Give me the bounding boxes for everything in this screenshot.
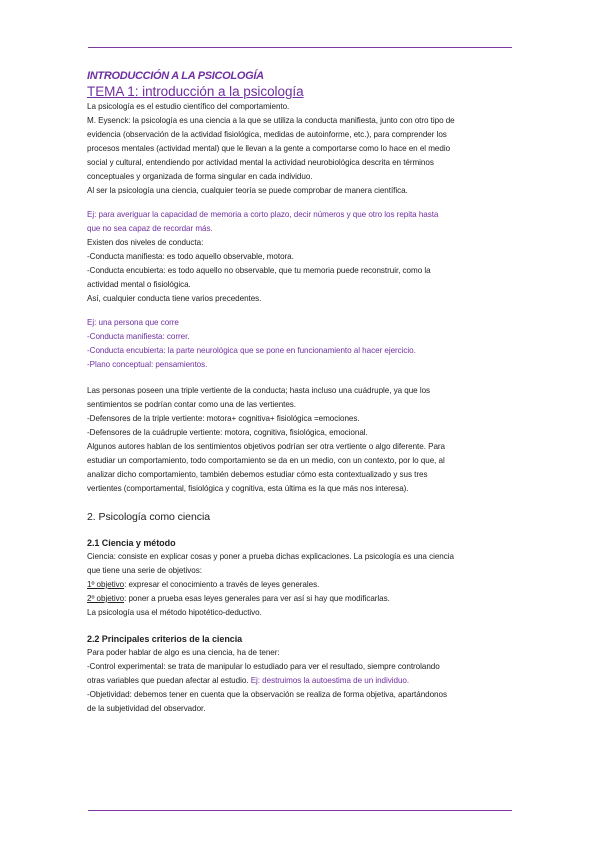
paragraph-line: Algunos autores hablan de los sentimientos objetivos podrían ser otra vertiente o algo diferente. Para: [87, 442, 445, 451]
example-line: Ej: una persona que corre: [87, 318, 179, 327]
section2-heading: 2. Psicología como ciencia: [87, 511, 211, 523]
objective-text: : expresar el conocimiento a través de leyes generales.: [124, 580, 320, 589]
example-line: -Conducta encubierta: la parte neurológica que se pone en funcionamiento al hacer ejercicio.: [87, 346, 416, 355]
paragraph-line: -Control experimental: se trata de manipular lo estudiado para ver el resultado, siempre controlando: [87, 662, 440, 671]
paragraph-line: conceptuales y organizada de forma singular en cada individuo.: [87, 172, 313, 181]
example-line: -Plano conceptual: pensamientos.: [87, 360, 208, 369]
paragraph-line: Existen dos niveles de conducta:: [87, 238, 204, 247]
paragraph-line: Ciencia: consiste en explicar cosas y poner a prueba dichas explicaciones. La psicología es una ciencia: [87, 552, 454, 561]
paragraph-line: actividad mental o fisiológica.: [87, 280, 191, 289]
paragraph-line: Para poder hablar de algo es una ciencia, ha de tener:: [87, 648, 280, 657]
paragraph-line: Las personas poseen una triple vertiente de la conducta; hasta incluso una cuádruple, ya que los: [87, 386, 431, 395]
paragraph-line: de la subjetividad del observador.: [87, 704, 206, 713]
objective-label: 2º objetivo: [87, 594, 125, 603]
paragraph-line: [87, 674, 513, 688]
footer-rule: [88, 810, 512, 811]
text-span: otras variables que puedan afectar al estudio.: [87, 676, 251, 685]
paragraph-line: que tiene una serie de objetivos:: [87, 566, 202, 575]
paragraph-line: -Conducta encubierta: es todo aquello no observable, que tu memoria puede reconstruir, como la: [87, 266, 431, 275]
paragraph-line: procesos mentales (actividad mental) que le llevan a la gente a comportarse como lo hace en el medio: [87, 144, 451, 153]
header-rule: [88, 47, 512, 48]
paragraph-line: -Conducta manifiesta: es todo aquello observable, motora.: [87, 252, 294, 261]
paragraph-line: evidencia (observación de la actividad fisiológica, medidas de autoinforme, etc.), para comprender los: [87, 130, 447, 139]
paragraph-line: social y cultural, entendiendo por actividad mental la actividad neurobiológica descrita en términos: [87, 158, 434, 167]
subsection-2-1-heading: 2.1 Ciencia y método: [87, 538, 176, 548]
paragraph-line: Así, cualquier conducta tiene varios precedentes.: [87, 294, 262, 303]
example-line: -Conducta manifiesta: correr.: [87, 332, 190, 341]
paragraph-line: sentimientos se podrían contar como una de las vertientes.: [87, 400, 297, 409]
paragraph-line: analizar dicho comportamiento, también debemos estudiar cómo esta contextualizado y sus tres: [87, 470, 428, 479]
tema1-heading: TEMA 1: introducción a la psicología: [87, 84, 304, 99]
document-content: [87, 68, 513, 716]
example-span: Ej: destruimos la autoestima de un individuo.: [250, 676, 410, 685]
paragraph-line: estudiar un comportamiento, todo comportamiento se da en un medio, con un contexto, por lo que, al: [87, 456, 445, 465]
paragraph-line: -Defensores de la triple vertiente: motora+ cognitiva+ fisiológica =emociones.: [87, 414, 360, 423]
paragraph-line: -Objetividad: debemos tener en cuenta que la observación se realiza de forma objetiva, apartándonos: [87, 690, 447, 699]
subsection-2-2-heading: 2.2 Principales criterios de la ciencia: [87, 634, 243, 644]
objective-line: [87, 592, 513, 606]
objective-text: : poner a prueba esas leyes generales para ver así si hay que modificarlas.: [124, 594, 390, 603]
paragraph-line: -Defensores de la cuádruple vertiente: motora, cognitiva, fisiológica, emocional.: [87, 428, 368, 437]
paragraph-line: La psicología es el estudio científico del comportamiento.: [87, 102, 290, 111]
example-line: Ej: para averiguar la capacidad de memoria a corto plazo, decir números y que otro los repita hasta: [87, 210, 439, 219]
document-title: INTRODUCCIÓN A LA PSICOLOGÍA: [87, 70, 264, 82]
example-line: que no sea capaz de recordar más.: [87, 224, 213, 233]
paragraph-line: Al ser la psicología una ciencia, cualquier teoría se puede comprobar de manera científica.: [87, 186, 408, 195]
objective-label: 1º objetivo: [87, 580, 125, 589]
paragraph-line: vertientes (comportamental, fisiológica y cognitiva, esta última es la que más nos interesa).: [87, 484, 409, 493]
paragraph-line: M. Eysenck: la psicología es una ciencia a la que se utiliza la conducta manifiesta, junto con otro tipo de: [87, 116, 455, 125]
paragraph-line: La psicología usa el método hipotético-deductivo.: [87, 608, 262, 617]
objective-line: [87, 578, 513, 592]
